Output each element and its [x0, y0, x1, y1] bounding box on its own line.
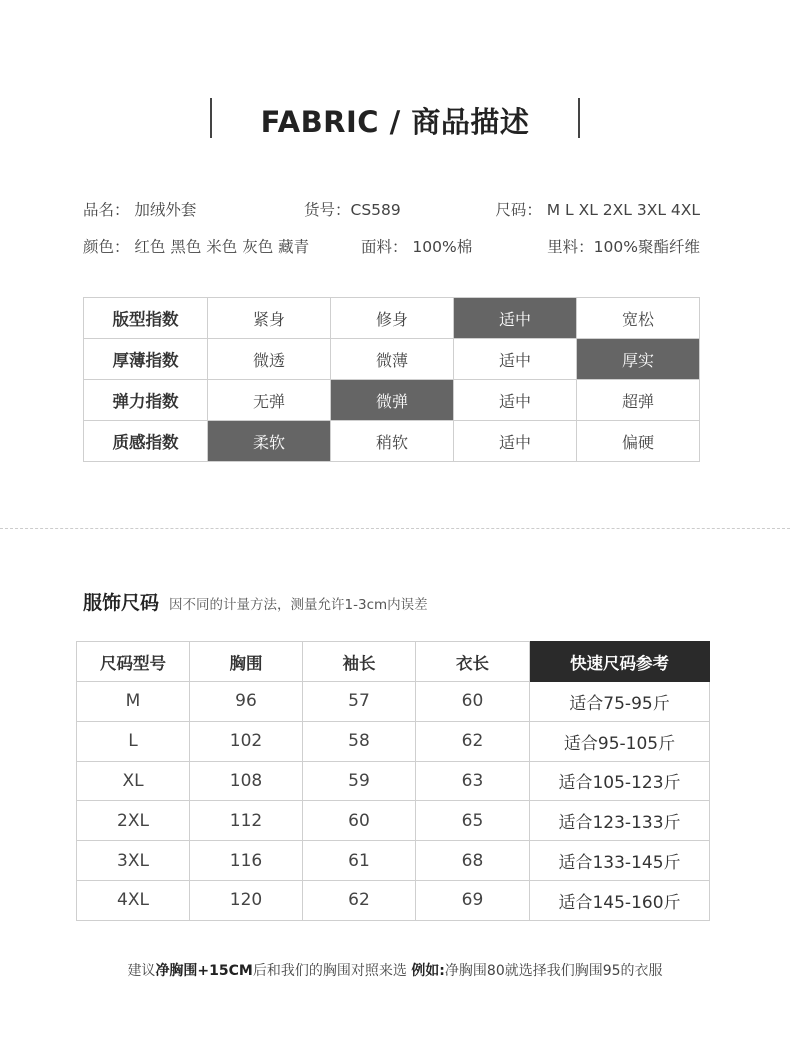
sleeve-cell: 60: [303, 801, 416, 841]
sleeve-cell: 61: [303, 841, 416, 881]
advice-text-1: 建议: [127, 963, 156, 979]
sleeve-cell: 57: [303, 682, 416, 722]
header-chest: 胸围: [190, 642, 303, 682]
chest-cell: 120: [190, 880, 303, 920]
size-cell: L: [77, 721, 190, 761]
table-row: [77, 721, 710, 761]
header-sleeve: 袖长: [303, 642, 416, 682]
advice-text-2: 后和我们的胸围对照来选: [252, 963, 412, 979]
advice-text-3: 净胸围80就选择我们胸围95的衣服: [444, 963, 663, 979]
item-number: 货号：CS589: [304, 201, 401, 219]
size-section-title: 服饰尺码: [83, 592, 160, 614]
reference-cell: 适合123-133斤: [530, 801, 710, 841]
chest-cell: 102: [190, 721, 303, 761]
advice-emphasis-1: 净胸围+15CM: [155, 963, 253, 979]
reference-cell: 适合133-145斤: [530, 841, 710, 881]
size-cell: XL: [77, 761, 190, 801]
fit-option: 稍软: [331, 421, 454, 462]
fit-option-selected: 微弹: [331, 380, 454, 421]
size-table-header-row: [77, 642, 710, 682]
fit-index-row: [84, 298, 700, 339]
lining-material: 里料：100%聚酯纤维: [547, 238, 700, 256]
chest-cell: 96: [190, 682, 303, 722]
reference-cell: 适合105-123斤: [530, 761, 710, 801]
length-cell: 69: [416, 880, 530, 920]
chest-cell: 116: [190, 841, 303, 881]
table-row: [77, 880, 710, 920]
fabric-material: 面料： 100%棉: [361, 238, 473, 256]
header-quick-reference: 快速尺码参考: [530, 642, 710, 682]
fit-option: 无弹: [208, 380, 331, 421]
advice-emphasis-2: 例如:: [411, 963, 445, 979]
sleeve-cell: 62: [303, 880, 416, 920]
fit-option: 偏硬: [577, 421, 700, 462]
fit-option: 微薄: [331, 339, 454, 380]
chest-cell: 112: [190, 801, 303, 841]
fit-option: 适中: [454, 421, 577, 462]
size-cell: 3XL: [77, 841, 190, 881]
length-cell: 68: [416, 841, 530, 881]
table-row: [77, 801, 710, 841]
fit-option-selected: 适中: [454, 298, 577, 339]
product-colors: 颜色： 红色 黑色 米色 灰色 藏青: [83, 238, 310, 256]
fit-index-label: 弹力指数: [84, 380, 208, 421]
size-cell: 4XL: [77, 880, 190, 920]
product-name: 品名： 加绒外套: [83, 201, 197, 219]
size-cell: 2XL: [77, 801, 190, 841]
fit-index-label: 版型指数: [84, 298, 208, 339]
reference-cell: 适合75-95斤: [530, 682, 710, 722]
page-title: FABRIC / 商品描述: [260, 105, 530, 139]
sleeve-cell: 59: [303, 761, 416, 801]
size-chart-table: [76, 641, 710, 921]
fit-index-label: 厚薄指数: [84, 339, 208, 380]
fit-option: 超弹: [577, 380, 700, 421]
fit-option: 微透: [208, 339, 331, 380]
fit-index-row: [84, 380, 700, 421]
info-row-2: [83, 235, 700, 257]
info-row-1: [83, 198, 700, 220]
fit-option-selected: 柔软: [208, 421, 331, 462]
fit-option-selected: 厚实: [577, 339, 700, 380]
chest-cell: 108: [190, 761, 303, 801]
table-row: [77, 761, 710, 801]
length-cell: 65: [416, 801, 530, 841]
size-cell: M: [77, 682, 190, 722]
length-cell: 60: [416, 682, 530, 722]
section-header: [210, 98, 580, 138]
table-row: [77, 682, 710, 722]
header-length: 衣长: [416, 642, 530, 682]
fit-option: 适中: [454, 380, 577, 421]
measurement-note: 因不同的计量方法，测量允许1-3cm内误差: [169, 597, 428, 613]
length-cell: 63: [416, 761, 530, 801]
header-size: 尺码型号: [77, 642, 190, 682]
fit-option: 适中: [454, 339, 577, 380]
available-sizes: 尺码： M L XL 2XL 3XL 4XL: [495, 201, 700, 219]
dashed-divider: [0, 528, 790, 529]
fit-index-row: [84, 421, 700, 462]
sleeve-cell: 58: [303, 721, 416, 761]
reference-cell: 适合145-160斤: [530, 880, 710, 920]
fit-option: 宽松: [577, 298, 700, 339]
header-right-bar: [578, 98, 580, 138]
fit-option: 紧身: [208, 298, 331, 339]
fit-index-label: 质感指数: [84, 421, 208, 462]
size-heading: [83, 588, 428, 615]
size-advice: [0, 960, 790, 980]
fit-index-table: [83, 297, 700, 462]
fit-option: 修身: [331, 298, 454, 339]
length-cell: 62: [416, 721, 530, 761]
table-row: [77, 841, 710, 881]
reference-cell: 适合95-105斤: [530, 721, 710, 761]
fit-index-row: [84, 339, 700, 380]
